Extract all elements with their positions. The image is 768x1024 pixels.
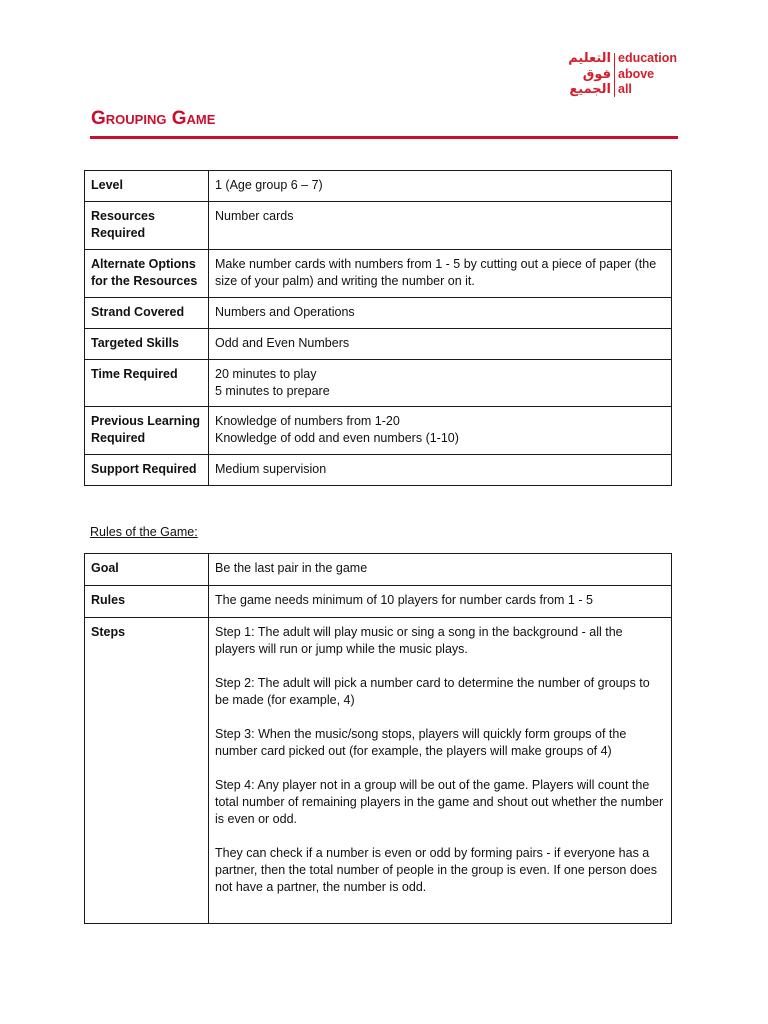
info-value-line: 1 (Age group 6 – 7) xyxy=(215,178,323,192)
info-row-strand xyxy=(85,298,672,329)
info-row-time xyxy=(85,360,672,407)
rules-paragraph: Be the last pair in the game xyxy=(215,561,368,575)
info-value xyxy=(209,360,672,407)
rules-paragraph: The game needs minimum of 10 players for number cards from 1 - 5 xyxy=(215,593,593,607)
info-label: Support Required xyxy=(85,455,209,486)
info-value xyxy=(209,202,672,250)
info-value-line: Numbers and Operations xyxy=(215,305,355,319)
page-title: Grouping Game xyxy=(91,108,216,129)
info-value xyxy=(209,298,672,329)
rules-row-goal xyxy=(85,554,672,586)
rules-label: Rules xyxy=(85,586,209,618)
rules-heading: Rules of the Game: xyxy=(90,525,198,539)
logo-english-line: above xyxy=(618,66,655,81)
info-value-line: Odd and Even Numbers xyxy=(215,336,350,350)
info-value-line: Make number cards with numbers from 1 - 5 by cutting out a piece of paper (the size of your palm) and writing the number on it. xyxy=(215,257,657,288)
info-label: Alternate Options for the Resources xyxy=(85,250,209,298)
info-row-previous-learning xyxy=(85,407,672,455)
rules-value xyxy=(209,618,672,924)
rules-label: Goal xyxy=(85,554,209,586)
step-paragraph: Step 3: When the music/song stops, players will quickly form groups of the number card picked out (for example, the players will make groups of 4) xyxy=(215,727,627,758)
rules-row-steps xyxy=(85,618,672,924)
info-value-line: Medium supervision xyxy=(215,462,327,476)
game-info-body xyxy=(85,171,672,486)
info-value-line: Number cards xyxy=(215,209,294,223)
logo-english-line: education xyxy=(618,51,678,65)
info-label: Level xyxy=(85,171,209,202)
education-above-all-logo xyxy=(568,51,688,101)
rules-table xyxy=(84,553,672,924)
step-paragraph: Step 1: The adult will play music or sing a song in the background - all the players will run or jump while the music plays. xyxy=(215,625,623,656)
rules-label: Steps xyxy=(85,618,209,924)
info-value xyxy=(209,455,672,486)
info-label: Targeted Skills xyxy=(85,329,209,360)
info-label: Resources Required xyxy=(85,202,209,250)
logo-english-line: all xyxy=(618,82,632,96)
rules-body xyxy=(85,554,672,924)
title-underline-rule xyxy=(90,136,678,139)
rules-value xyxy=(209,554,672,586)
info-label: Previous Learning Required xyxy=(85,407,209,455)
logo-arabic-line: الجميع xyxy=(569,82,611,97)
info-value-line: 5 minutes to prepare xyxy=(215,384,330,398)
rules-value xyxy=(209,586,672,618)
logo-arabic-line: فوق xyxy=(582,66,611,82)
logo-english-text xyxy=(618,51,677,98)
info-value xyxy=(209,407,672,455)
logo-arabic-text xyxy=(568,51,611,98)
info-row-level xyxy=(85,171,672,202)
step-paragraph: They can check if a number is even or odd by forming pairs - if everyone has a partner, then the total number of people in the group is even. If one person does not have a partner, the number is odd. xyxy=(215,846,657,894)
info-value-line: Knowledge of odd and even numbers (1-10) xyxy=(215,431,459,445)
info-value xyxy=(209,329,672,360)
info-row-skills xyxy=(85,329,672,360)
logo-arabic-line: التعليم xyxy=(568,51,611,66)
info-value xyxy=(209,250,672,298)
info-label: Strand Covered xyxy=(85,298,209,329)
info-row-resources xyxy=(85,202,672,250)
step-paragraph: Step 4: Any player not in a group will be out of the game. Players will count the total number of remaining players in the game and shout out whether the number is even or odd. xyxy=(215,778,664,826)
game-info-table xyxy=(84,170,672,486)
info-value-line: Knowledge of numbers from 1-20 xyxy=(215,414,400,428)
info-value-line: 20 minutes to play xyxy=(215,367,317,381)
step-paragraph: Step 2: The adult will pick a number card to determine the number of groups to be made (for example, 4) xyxy=(215,676,650,707)
info-label: Time Required xyxy=(85,360,209,407)
info-row-support xyxy=(85,455,672,486)
info-value xyxy=(209,171,672,202)
logo-divider xyxy=(614,53,615,97)
rules-row-rules xyxy=(85,586,672,618)
info-row-alternate-options xyxy=(85,250,672,298)
